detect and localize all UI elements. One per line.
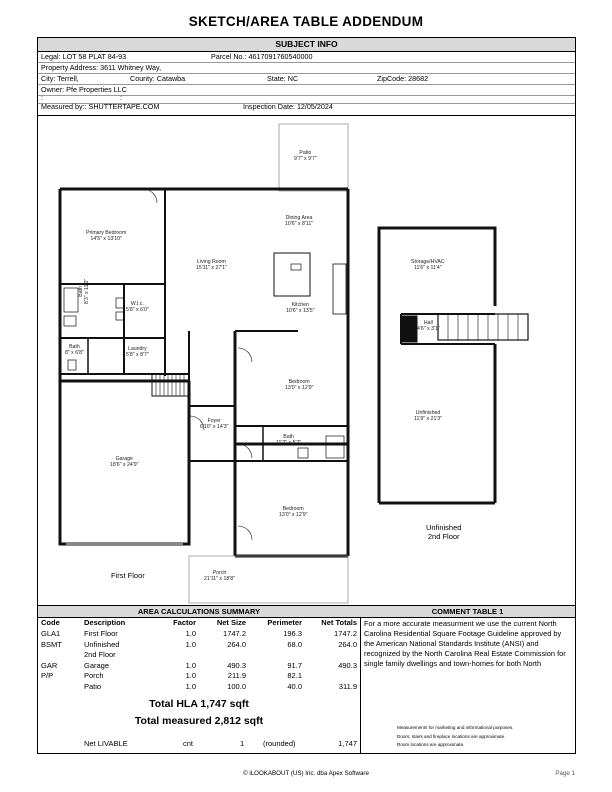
area-row-code: BSMT xyxy=(41,639,62,649)
area-row-net-size: 211.9 xyxy=(227,671,246,680)
addendum-page xyxy=(37,37,576,754)
room-name: Laundry xyxy=(127,346,147,352)
room-dims: 4'6" x 3'1" xyxy=(417,326,440,333)
col-factor: Factor xyxy=(173,618,196,627)
subject-info-header: SUBJECT INFO xyxy=(38,38,575,52)
room-dims: 5'8" x 6'0" xyxy=(126,307,149,314)
room-dims: 10'6" x 13'5" xyxy=(286,308,315,315)
room-name: Storage/HVAC xyxy=(411,259,445,265)
total-hla: Total HLA 1,747 sqft xyxy=(149,698,249,710)
col-net-size: Net Size xyxy=(216,618,246,627)
area-row-net-size: 490.3 xyxy=(227,660,246,670)
second-floor-label xyxy=(426,523,461,541)
room-name: Porch xyxy=(212,570,227,576)
zip-text: ZipCode: 28682 xyxy=(377,74,429,83)
room-dims: 8" x 6'8" xyxy=(65,350,84,357)
comment-header: COMMENT TABLE 1 xyxy=(360,606,575,618)
area-row-code: P/P xyxy=(41,671,54,680)
area-row-perimeter: 68.0 xyxy=(287,639,302,649)
comment-table xyxy=(360,605,575,754)
room-unfinished xyxy=(414,410,442,423)
room-name: Bath xyxy=(78,286,84,297)
room-dims: 11'2" x 5'7" xyxy=(276,440,302,447)
floor-plan-area xyxy=(38,115,575,607)
room-primary-bedroom xyxy=(86,230,126,243)
comment-text: For a more accurate measurment we use the current North Carolina Residential Square Footage Guideline approved by the American National Standards Institute (ANSI) and recognized by the North Carolina Real Estate Commission for single family dwellings and town-homes for both North xyxy=(364,619,566,668)
room-hall xyxy=(417,320,440,333)
room-name: Primary Bedroom xyxy=(86,230,127,236)
subject-row-measured xyxy=(38,102,575,112)
room-porch xyxy=(204,570,235,583)
net-livable-label: Net LIVABLE xyxy=(84,739,128,748)
area-row-description: Unfinished xyxy=(84,639,120,649)
area-row-perimeter: 40.0 xyxy=(287,681,302,691)
comment-note-3: Room locations are approximate. xyxy=(397,742,465,748)
room-name: Bath xyxy=(69,344,80,350)
area-row-factor: 1.0 xyxy=(185,660,196,670)
room-name: Foyer xyxy=(207,418,221,424)
area-row-perimeter: 91.7 xyxy=(287,660,302,670)
room-dims: 11'6" x 11'4" xyxy=(413,265,442,272)
room-dims: 18'6" x 24'9" xyxy=(110,462,139,469)
room-bath-primary xyxy=(78,279,91,304)
room-bath-small xyxy=(65,344,84,357)
property-address-text: Property Address: 3611 Whitney Way, xyxy=(41,63,162,72)
room-wic xyxy=(126,301,149,314)
subject-row-city xyxy=(38,74,575,85)
area-calc-header: AREA CALCULATIONS SUMMARY xyxy=(38,606,360,618)
area-row-factor: 1.0 xyxy=(185,639,196,649)
room-name: Living Room xyxy=(197,259,226,265)
area-row-factor: 1.0 xyxy=(185,629,196,638)
room-dims: 21'11" x 18'8" xyxy=(204,576,235,583)
first-floor-label: First Floor xyxy=(111,571,145,580)
inspection-date-text: Inspection Date: 12/05/2024 xyxy=(243,102,333,111)
net-livable-cnt: cnt xyxy=(183,739,194,748)
room-name: Bedroom xyxy=(282,506,304,512)
room-name: Bedroom xyxy=(288,379,310,385)
city-text: City: Terrell, xyxy=(41,74,79,83)
total-measured: Total measured 2,812 sqft xyxy=(134,715,264,727)
area-row-factor: 1.0 xyxy=(185,681,196,691)
area-row-net-size: 1747.2 xyxy=(223,629,246,638)
owner-text: Owner: Pfe Properties LLC xyxy=(41,85,127,94)
area-row-net-size: 100.0 xyxy=(227,681,246,691)
room-bedroom-2 xyxy=(279,506,307,519)
room-dims: 14'5" x 13'10" xyxy=(90,236,122,243)
room-dims: 5'8" x 8'7" xyxy=(126,352,149,359)
room-dims: 15'11" x 27'1" xyxy=(196,265,227,272)
room-name: Bath xyxy=(283,434,294,440)
room-name: Unfinished xyxy=(415,410,441,416)
county-text: County: Catawba xyxy=(130,74,186,83)
area-row-net-total: 311.9 xyxy=(338,681,357,691)
area-row-description: Garage xyxy=(84,660,110,670)
room-name: Hall xyxy=(423,320,433,326)
room-dims: 8'3" x 11'0" xyxy=(84,278,91,304)
area-row-code: GAR xyxy=(41,660,58,670)
footer-copyright: © iLOOKABOUT (US) Inc. dba Apex Software xyxy=(243,770,369,777)
floor-plan-drawing xyxy=(38,116,575,607)
area-row-description: Porch xyxy=(84,671,104,680)
room-dims: 13'0" x 12'9" xyxy=(285,385,314,392)
area-row-net-total: 490.3 xyxy=(338,660,357,670)
room-name: Garage xyxy=(115,456,133,462)
state-text: State: NC xyxy=(267,74,299,83)
room-garage xyxy=(110,456,138,469)
room-storage xyxy=(411,259,445,272)
second-floor-label-line2: 2nd Floor xyxy=(427,532,460,541)
net-livable-value: 1,747 xyxy=(338,739,357,748)
net-livable-rounded: (rounded) xyxy=(263,739,296,748)
room-bedroom-1 xyxy=(285,379,313,392)
net-livable-count: 1 xyxy=(240,739,245,748)
col-description: Description xyxy=(84,618,126,627)
parcel-text: Parcel No.: 4617091760540000 xyxy=(211,52,313,61)
room-name: W.I.c. xyxy=(130,301,144,307)
room-kitchen xyxy=(286,302,314,315)
col-code: Code xyxy=(41,618,60,627)
area-row-description: 2nd Floor xyxy=(84,650,116,659)
area-row-description: First Floor xyxy=(84,629,118,638)
room-dims: 13'0" x 12'9" xyxy=(279,512,308,519)
blank-field-1: : xyxy=(41,93,43,102)
area-row-net-size: 264.0 xyxy=(227,639,246,649)
room-living xyxy=(196,259,227,272)
area-row-net-total: 1747.2 xyxy=(334,629,357,638)
room-name: Dining Area xyxy=(285,215,313,221)
room-dims: 11'9" x 21'3" xyxy=(414,416,443,423)
room-laundry xyxy=(126,346,149,359)
area-row-perimeter: 82.1 xyxy=(287,671,302,680)
col-net-totals: Net Totals xyxy=(321,618,357,627)
room-dining xyxy=(285,215,313,228)
room-dims: 9'7" x 9'7" xyxy=(294,156,317,163)
room-name: Kitchen xyxy=(291,302,309,308)
blank-field-2: : xyxy=(120,93,122,102)
room-name: Patio xyxy=(299,150,312,156)
area-row-net-total: 264.0 xyxy=(338,639,357,649)
room-dims: 10'6" x 8'11" xyxy=(285,221,314,228)
page-title: SKETCH/AREA TABLE ADDENDUM xyxy=(188,14,424,29)
area-calculations-summary xyxy=(38,605,361,754)
subject-row-address xyxy=(38,63,575,74)
room-bath-2 xyxy=(276,434,301,447)
area-row-perimeter: 196.3 xyxy=(283,629,302,638)
room-dims: 6'10" x 14'3" xyxy=(200,424,229,431)
col-perimeter: Perimeter xyxy=(267,618,302,627)
second-floor-label-line1: Unfinished xyxy=(426,523,462,532)
room-patio xyxy=(294,150,317,163)
legal-text: Legal: LOT 58 PLAT 84-93 xyxy=(41,52,127,61)
page-number: Page 1 xyxy=(555,770,575,777)
area-row-factor: 1.0 xyxy=(185,671,196,680)
measured-by-text: Measured by:: SHUTTERTAPE.COM xyxy=(41,102,160,111)
room-foyer xyxy=(200,418,228,431)
area-row-description: Patio xyxy=(84,681,102,691)
comment-note-1: Measurements for marketing and informational purposes. xyxy=(397,725,514,730)
area-row-code: GLA1 xyxy=(41,629,61,638)
comment-note-2: Doors, stairs and fireplace locations are approximate. xyxy=(397,733,506,739)
subject-row-legal xyxy=(38,52,575,63)
comment-notes xyxy=(397,724,513,750)
